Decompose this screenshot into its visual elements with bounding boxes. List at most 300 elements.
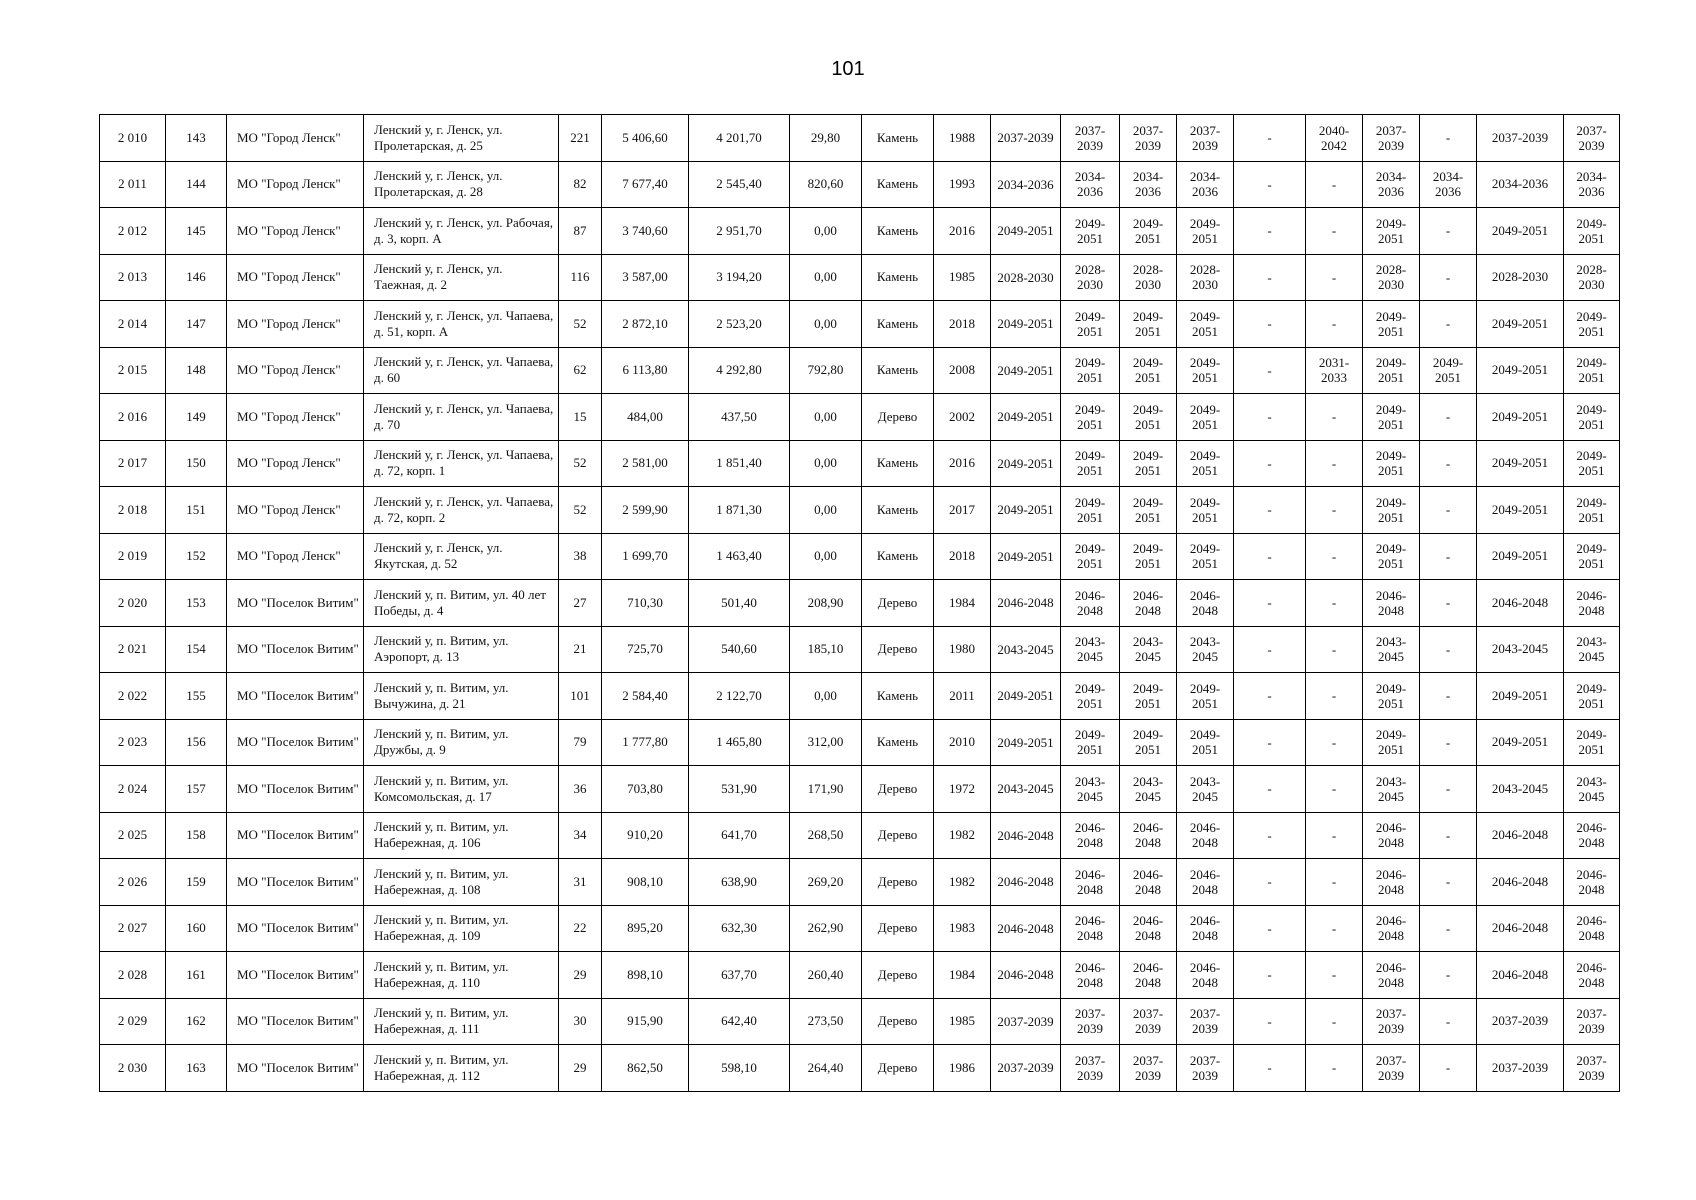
cell-c7: 2046-2048	[1363, 580, 1420, 627]
cell-address: Ленский у, г. Ленск, ул. Пролетарская, д. 25	[364, 115, 559, 162]
cell-area-other: 0,00	[790, 673, 862, 720]
cell-area-total: 1 777,80	[602, 719, 689, 766]
cell-year: 2008	[934, 347, 991, 394]
cell-n: 161	[166, 952, 227, 999]
cell-residents: 101	[559, 673, 602, 720]
cell-area-total: 484,00	[602, 394, 689, 441]
table-row	[100, 1045, 1620, 1092]
cell-c1: 2049-2051	[991, 347, 1061, 394]
cell-n: 157	[166, 766, 227, 813]
cell-c4: 2037-2039	[1177, 115, 1234, 162]
cell-c3: 2049-2051	[1120, 208, 1177, 255]
cell-residents: 36	[559, 766, 602, 813]
table-row	[100, 859, 1620, 906]
cell-n: 146	[166, 254, 227, 301]
cell-c5: -	[1234, 208, 1306, 255]
cell-residents: 52	[559, 440, 602, 487]
table-row	[100, 952, 1620, 999]
cell-c6: -	[1306, 952, 1363, 999]
cell-c7: 2037-2039	[1363, 1045, 1420, 1092]
cell-area-living: 1 851,40	[689, 440, 790, 487]
cell-c9: 2049-2051	[1477, 347, 1564, 394]
cell-c4: 2037-2039	[1177, 1045, 1234, 1092]
cell-c10: 2049-2051	[1564, 394, 1620, 441]
cell-c10: 2046-2048	[1564, 859, 1620, 906]
cell-material: Дерево	[862, 905, 934, 952]
cell-c10: 2049-2051	[1564, 673, 1620, 720]
table-row	[100, 487, 1620, 534]
cell-c5: -	[1234, 487, 1306, 534]
cell-c9: 2049-2051	[1477, 301, 1564, 348]
cell-c4: 2046-2048	[1177, 952, 1234, 999]
table-row	[100, 719, 1620, 766]
cell-c1: 2046-2048	[991, 952, 1061, 999]
cell-c3: 2037-2039	[1120, 1045, 1177, 1092]
cell-c5: -	[1234, 952, 1306, 999]
cell-no: 2 029	[100, 998, 166, 1045]
cell-c9: 2046-2048	[1477, 812, 1564, 859]
cell-area-living: 4 201,70	[689, 115, 790, 162]
table-row	[100, 626, 1620, 673]
cell-no: 2 025	[100, 812, 166, 859]
cell-no: 2 022	[100, 673, 166, 720]
cell-area-living: 3 194,20	[689, 254, 790, 301]
cell-residents: 27	[559, 580, 602, 627]
cell-c8: -	[1420, 254, 1477, 301]
cell-material: Камень	[862, 301, 934, 348]
cell-no: 2 014	[100, 301, 166, 348]
cell-c3: 2049-2051	[1120, 394, 1177, 441]
cell-c10: 2049-2051	[1564, 347, 1620, 394]
cell-residents: 29	[559, 1045, 602, 1092]
cell-area-living: 638,90	[689, 859, 790, 906]
cell-c3: 2049-2051	[1120, 347, 1177, 394]
cell-c3: 2049-2051	[1120, 719, 1177, 766]
cell-c5: -	[1234, 533, 1306, 580]
cell-n: 143	[166, 115, 227, 162]
cell-c1: 2046-2048	[991, 812, 1061, 859]
cell-c8: -	[1420, 533, 1477, 580]
cell-c2: 2043-2045	[1061, 766, 1120, 813]
cell-c6: -	[1306, 905, 1363, 952]
cell-material: Дерево	[862, 952, 934, 999]
cell-c2: 2049-2051	[1061, 208, 1120, 255]
cell-c8: -	[1420, 301, 1477, 348]
cell-n: 156	[166, 719, 227, 766]
cell-year: 1982	[934, 812, 991, 859]
cell-c3: 2037-2039	[1120, 115, 1177, 162]
cell-c7: 2046-2048	[1363, 859, 1420, 906]
cell-c8: -	[1420, 440, 1477, 487]
cell-c4: 2049-2051	[1177, 347, 1234, 394]
cell-c3: 2046-2048	[1120, 859, 1177, 906]
cell-no: 2 027	[100, 905, 166, 952]
cell-n: 147	[166, 301, 227, 348]
cell-c4: 2049-2051	[1177, 301, 1234, 348]
cell-c10: 2037-2039	[1564, 998, 1620, 1045]
cell-c1: 2049-2051	[991, 208, 1061, 255]
cell-c4: 2043-2045	[1177, 626, 1234, 673]
cell-c2: 2049-2051	[1061, 487, 1120, 534]
cell-c3: 2049-2051	[1120, 673, 1177, 720]
cell-c1: 2046-2048	[991, 580, 1061, 627]
cell-c10: 2049-2051	[1564, 440, 1620, 487]
cell-address: Ленский у, п. Витим, ул. Набережная, д. 108	[364, 859, 559, 906]
cell-c4: 2043-2045	[1177, 766, 1234, 813]
cell-c3: 2049-2051	[1120, 533, 1177, 580]
cell-c6: -	[1306, 533, 1363, 580]
cell-c2: 2049-2051	[1061, 673, 1120, 720]
cell-area-total: 862,50	[602, 1045, 689, 1092]
cell-material: Дерево	[862, 394, 934, 441]
cell-c4: 2049-2051	[1177, 440, 1234, 487]
table-row	[100, 301, 1620, 348]
cell-c1: 2049-2051	[991, 394, 1061, 441]
cell-n: 149	[166, 394, 227, 441]
cell-mo: МО "Поселок Витим"	[227, 719, 364, 766]
cell-area-living: 637,70	[689, 952, 790, 999]
cell-c5: -	[1234, 301, 1306, 348]
cell-year: 1985	[934, 254, 991, 301]
cell-no: 2 020	[100, 580, 166, 627]
cell-year: 1984	[934, 580, 991, 627]
cell-area-living: 598,10	[689, 1045, 790, 1092]
cell-c4: 2046-2048	[1177, 859, 1234, 906]
cell-area-total: 703,80	[602, 766, 689, 813]
cell-c7: 2043-2045	[1363, 626, 1420, 673]
cell-mo: МО "Город Ленск"	[227, 208, 364, 255]
cell-c2: 2037-2039	[1061, 998, 1120, 1045]
cell-residents: 22	[559, 905, 602, 952]
cell-c9: 2049-2051	[1477, 208, 1564, 255]
cell-c5: -	[1234, 766, 1306, 813]
cell-mo: МО "Город Ленск"	[227, 394, 364, 441]
cell-c7: 2037-2039	[1363, 115, 1420, 162]
cell-address: Ленский у, г. Ленск, ул. Рабочая, д. 3, корп. А	[364, 208, 559, 255]
cell-c3: 2046-2048	[1120, 952, 1177, 999]
cell-c5: -	[1234, 394, 1306, 441]
cell-c6: -	[1306, 580, 1363, 627]
cell-c7: 2046-2048	[1363, 905, 1420, 952]
cell-n: 163	[166, 1045, 227, 1092]
cell-area-other: 185,10	[790, 626, 862, 673]
cell-area-total: 5 406,60	[602, 115, 689, 162]
cell-c5: -	[1234, 347, 1306, 394]
cell-c1: 2049-2051	[991, 487, 1061, 534]
cell-c8: -	[1420, 766, 1477, 813]
cell-c2: 2049-2051	[1061, 719, 1120, 766]
cell-c7: 2049-2051	[1363, 208, 1420, 255]
cell-no: 2 016	[100, 394, 166, 441]
cell-n: 159	[166, 859, 227, 906]
cell-c10: 2028-2030	[1564, 254, 1620, 301]
cell-mo: МО "Поселок Витим"	[227, 952, 364, 999]
cell-n: 153	[166, 580, 227, 627]
cell-area-other: 792,80	[790, 347, 862, 394]
cell-year: 2017	[934, 487, 991, 534]
cell-address: Ленский у, п. Витим, ул. Дружбы, д. 9	[364, 719, 559, 766]
cell-c3: 2046-2048	[1120, 580, 1177, 627]
cell-c8: -	[1420, 115, 1477, 162]
cell-mo: МО "Поселок Витим"	[227, 766, 364, 813]
cell-c8: -	[1420, 719, 1477, 766]
cell-c3: 2046-2048	[1120, 905, 1177, 952]
cell-area-total: 2 584,40	[602, 673, 689, 720]
cell-c3: 2049-2051	[1120, 487, 1177, 534]
cell-c5: -	[1234, 673, 1306, 720]
cell-c7: 2049-2051	[1363, 301, 1420, 348]
cell-area-other: 29,80	[790, 115, 862, 162]
cell-c4: 2049-2051	[1177, 673, 1234, 720]
cell-material: Дерево	[862, 998, 934, 1045]
cell-address: Ленский у, г. Ленск, ул. Чапаева, д. 70	[364, 394, 559, 441]
cell-area-total: 1 699,70	[602, 533, 689, 580]
cell-c6: -	[1306, 487, 1363, 534]
cell-c1: 2049-2051	[991, 533, 1061, 580]
cell-c7: 2049-2051	[1363, 673, 1420, 720]
cell-c1: 2049-2051	[991, 301, 1061, 348]
cell-c7: 2046-2048	[1363, 812, 1420, 859]
cell-year: 1985	[934, 998, 991, 1045]
cell-mo: МО "Город Ленск"	[227, 533, 364, 580]
cell-area-living: 501,40	[689, 580, 790, 627]
cell-area-living: 2 122,70	[689, 673, 790, 720]
cell-c7: 2028-2030	[1363, 254, 1420, 301]
cell-n: 152	[166, 533, 227, 580]
cell-c7: 2034-2036	[1363, 161, 1420, 208]
cell-mo: МО "Поселок Витим"	[227, 905, 364, 952]
cell-area-total: 915,90	[602, 998, 689, 1045]
cell-residents: 38	[559, 533, 602, 580]
cell-c2: 2028-2030	[1061, 254, 1120, 301]
cell-area-living: 1 465,80	[689, 719, 790, 766]
cell-area-other: 0,00	[790, 487, 862, 534]
cell-address: Ленский у, п. Витим, ул. Аэропорт, д. 13	[364, 626, 559, 673]
cell-c8: -	[1420, 952, 1477, 999]
cell-no: 2 028	[100, 952, 166, 999]
cell-c2: 2049-2051	[1061, 440, 1120, 487]
cell-area-living: 531,90	[689, 766, 790, 813]
cell-c4: 2049-2051	[1177, 719, 1234, 766]
cell-n: 145	[166, 208, 227, 255]
cell-area-other: 0,00	[790, 440, 862, 487]
cell-c1: 2049-2051	[991, 440, 1061, 487]
cell-year: 1986	[934, 1045, 991, 1092]
cell-area-living: 437,50	[689, 394, 790, 441]
cell-c2: 2046-2048	[1061, 905, 1120, 952]
cell-area-other: 260,40	[790, 952, 862, 999]
cell-c2: 2049-2051	[1061, 301, 1120, 348]
cell-area-total: 710,30	[602, 580, 689, 627]
cell-c1: 2049-2051	[991, 673, 1061, 720]
cell-c7: 2046-2048	[1363, 952, 1420, 999]
cell-address: Ленский у, п. Витим, ул. Комсомольская, д. 17	[364, 766, 559, 813]
cell-no: 2 021	[100, 626, 166, 673]
cell-c1: 2046-2048	[991, 859, 1061, 906]
cell-c6: -	[1306, 626, 1363, 673]
cell-c8: -	[1420, 998, 1477, 1045]
cell-mo: МО "Город Ленск"	[227, 115, 364, 162]
cell-c6: -	[1306, 859, 1363, 906]
cell-area-other: 0,00	[790, 208, 862, 255]
cell-c4: 2046-2048	[1177, 905, 1234, 952]
cell-no: 2 018	[100, 487, 166, 534]
cell-mo: МО "Поселок Витим"	[227, 626, 364, 673]
cell-c6: -	[1306, 998, 1363, 1045]
cell-area-total: 3 740,60	[602, 208, 689, 255]
cell-c8: -	[1420, 208, 1477, 255]
cell-c6: 2031-2033	[1306, 347, 1363, 394]
cell-area-total: 6 113,80	[602, 347, 689, 394]
cell-c9: 2049-2051	[1477, 487, 1564, 534]
cell-c9: 2049-2051	[1477, 440, 1564, 487]
cell-address: Ленский у, г. Ленск, ул. Чапаева, д. 60	[364, 347, 559, 394]
cell-c1: 2037-2039	[991, 1045, 1061, 1092]
cell-area-other: 264,40	[790, 1045, 862, 1092]
cell-c6: 2040-2042	[1306, 115, 1363, 162]
cell-c9: 2049-2051	[1477, 673, 1564, 720]
cell-area-living: 641,70	[689, 812, 790, 859]
cell-address: Ленский у, г. Ленск, ул. Пролетарская, д. 28	[364, 161, 559, 208]
cell-address: Ленский у, п. Витим, ул. Набережная, д. 109	[364, 905, 559, 952]
cell-material: Камень	[862, 161, 934, 208]
cell-c4: 2046-2048	[1177, 580, 1234, 627]
cell-n: 144	[166, 161, 227, 208]
cell-c3: 2028-2030	[1120, 254, 1177, 301]
cell-year: 1980	[934, 626, 991, 673]
table-row	[100, 394, 1620, 441]
cell-c5: -	[1234, 719, 1306, 766]
cell-c5: -	[1234, 905, 1306, 952]
cell-c4: 2049-2051	[1177, 533, 1234, 580]
cell-c3: 2046-2048	[1120, 812, 1177, 859]
cell-year: 1972	[934, 766, 991, 813]
cell-c7: 2049-2051	[1363, 487, 1420, 534]
cell-c3: 2037-2039	[1120, 998, 1177, 1045]
cell-material: Дерево	[862, 1045, 934, 1092]
cell-c5: -	[1234, 115, 1306, 162]
cell-c7: 2049-2051	[1363, 347, 1420, 394]
cell-year: 2016	[934, 208, 991, 255]
cell-material: Камень	[862, 719, 934, 766]
cell-area-total: 2 599,90	[602, 487, 689, 534]
cell-year: 2018	[934, 533, 991, 580]
cell-address: Ленский у, п. Витим, ул. Набережная, д. 111	[364, 998, 559, 1045]
cell-c6: -	[1306, 1045, 1363, 1092]
cell-c6: -	[1306, 161, 1363, 208]
cell-c6: -	[1306, 208, 1363, 255]
table-row	[100, 161, 1620, 208]
cell-c2: 2046-2048	[1061, 580, 1120, 627]
cell-area-other: 273,50	[790, 998, 862, 1045]
cell-residents: 29	[559, 952, 602, 999]
cell-c10: 2046-2048	[1564, 905, 1620, 952]
cell-mo: МО "Город Ленск"	[227, 487, 364, 534]
cell-c2: 2037-2039	[1061, 1045, 1120, 1092]
cell-c5: -	[1234, 161, 1306, 208]
cell-c10: 2037-2039	[1564, 115, 1620, 162]
cell-area-other: 0,00	[790, 301, 862, 348]
housing-register-table	[99, 114, 1620, 1092]
cell-area-other: 312,00	[790, 719, 862, 766]
cell-address: Ленский у, п. Витим, ул. Набережная, д. 110	[364, 952, 559, 999]
cell-residents: 79	[559, 719, 602, 766]
cell-address: Ленский у, п. Витим, ул. Набережная, д. 112	[364, 1045, 559, 1092]
cell-c5: -	[1234, 440, 1306, 487]
cell-residents: 52	[559, 301, 602, 348]
cell-c9: 2037-2039	[1477, 998, 1564, 1045]
cell-no: 2 011	[100, 161, 166, 208]
cell-c6: -	[1306, 440, 1363, 487]
cell-address: Ленский у, г. Ленск, ул. Якутская, д. 52	[364, 533, 559, 580]
cell-c8: -	[1420, 905, 1477, 952]
cell-residents: 221	[559, 115, 602, 162]
cell-c10: 2049-2051	[1564, 719, 1620, 766]
cell-area-living: 2 545,40	[689, 161, 790, 208]
cell-c9: 2037-2039	[1477, 1045, 1564, 1092]
cell-mo: МО "Город Ленск"	[227, 301, 364, 348]
cell-mo: МО "Город Ленск"	[227, 161, 364, 208]
cell-mo: МО "Поселок Витим"	[227, 859, 364, 906]
cell-address: Ленский у, г. Ленск, ул. Чапаева, д. 72, корп. 2	[364, 487, 559, 534]
table-row	[100, 673, 1620, 720]
cell-year: 1984	[934, 952, 991, 999]
cell-residents: 87	[559, 208, 602, 255]
cell-c6: -	[1306, 812, 1363, 859]
cell-c4: 2028-2030	[1177, 254, 1234, 301]
cell-material: Камень	[862, 673, 934, 720]
cell-c5: -	[1234, 1045, 1306, 1092]
cell-material: Дерево	[862, 812, 934, 859]
cell-area-living: 632,30	[689, 905, 790, 952]
cell-c5: -	[1234, 254, 1306, 301]
cell-c9: 2049-2051	[1477, 533, 1564, 580]
cell-area-total: 3 587,00	[602, 254, 689, 301]
cell-c8: -	[1420, 626, 1477, 673]
cell-c10: 2043-2045	[1564, 766, 1620, 813]
cell-material: Камень	[862, 487, 934, 534]
cell-area-living: 1 871,30	[689, 487, 790, 534]
cell-n: 160	[166, 905, 227, 952]
cell-c3: 2043-2045	[1120, 626, 1177, 673]
cell-c10: 2049-2051	[1564, 208, 1620, 255]
cell-c7: 2043-2045	[1363, 766, 1420, 813]
cell-c10: 2046-2048	[1564, 952, 1620, 999]
cell-c6: -	[1306, 254, 1363, 301]
cell-c2: 2046-2048	[1061, 952, 1120, 999]
cell-c8: -	[1420, 859, 1477, 906]
cell-year: 2011	[934, 673, 991, 720]
cell-material: Камень	[862, 115, 934, 162]
cell-year: 1993	[934, 161, 991, 208]
table-row	[100, 766, 1620, 813]
cell-c2: 2049-2051	[1061, 394, 1120, 441]
cell-c3: 2049-2051	[1120, 440, 1177, 487]
cell-c10: 2046-2048	[1564, 812, 1620, 859]
cell-mo: МО "Поселок Витим"	[227, 812, 364, 859]
cell-c10: 2034-2036	[1564, 161, 1620, 208]
cell-c9: 2034-2036	[1477, 161, 1564, 208]
cell-area-total: 898,10	[602, 952, 689, 999]
cell-c1: 2043-2045	[991, 626, 1061, 673]
cell-c1: 2037-2039	[991, 115, 1061, 162]
cell-c9: 2046-2048	[1477, 952, 1564, 999]
cell-c9: 2037-2039	[1477, 115, 1564, 162]
cell-c1: 2049-2051	[991, 719, 1061, 766]
cell-c1: 2037-2039	[991, 998, 1061, 1045]
cell-c8: -	[1420, 812, 1477, 859]
table-row	[100, 440, 1620, 487]
